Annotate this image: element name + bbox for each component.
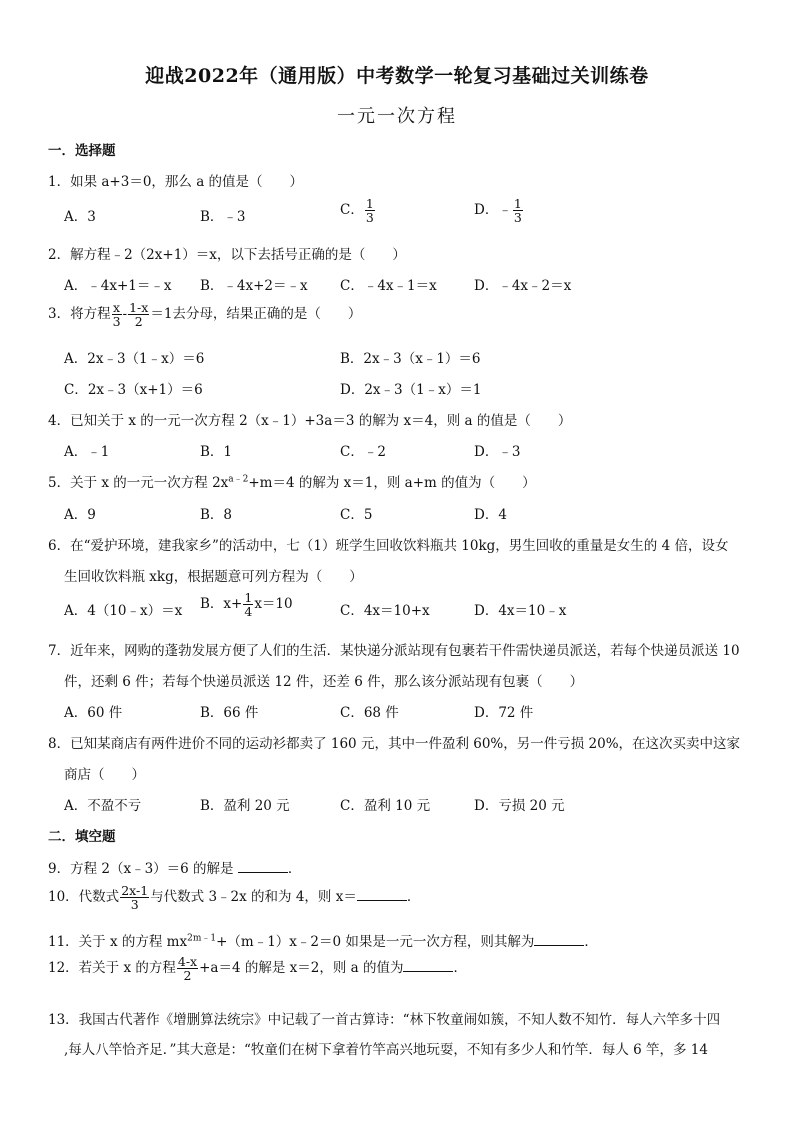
q4-option-d: D．﹣3 — [474, 444, 521, 460]
question-2-stem: 2．解方程﹣2（2x+1）＝x，以下去括号正确的是（ ） — [48, 247, 406, 263]
q5-option-d: D．4 — [474, 507, 507, 523]
question-11-stem: 11．关于 x 的方程 $mx^{2m﹣1}+(m﹣1)x﹣2=0$ 如果是一元一次方程，则其解为 ． — [48, 933, 598, 950]
q12-answer-blank[interactable] — [403, 959, 453, 972]
question-3-stem: 3．将方程 $\frac{x}{3}$ - $\frac{1-x}{2}$ ＝1去分母，结果正确的是（ ） — [48, 300, 362, 329]
q1-option-a: A．3 — [64, 209, 96, 225]
question-6-line-1: 6．在“爱护环境，建我家乡”的活动中，七（1）班学生回收饮料瓶共 10kg，男生回收的重量是女生的 4 倍，设女 — [48, 538, 729, 554]
question-4-stem: 4．已知关于 x 的一元一次方程 2（x﹣1）+3a＝3 的解为 x＝4，则 a 的值是（ ） — [48, 413, 572, 429]
q5-option-b: B．8 — [200, 507, 233, 523]
q7-option-d: D．72 件 — [474, 705, 534, 721]
q3-option-c: C．2x﹣3（x+1）＝6 — [64, 382, 203, 398]
q8-option-b: B．盈利 20 元 — [200, 798, 290, 814]
question-6-line-2: 生回收饮料瓶 xkg，根据题意可列方程为（ ） — [64, 569, 363, 585]
question-13-line-2: ,每人八竿恰齐足．”其大意是：“牧童们在树下拿着竹竿高兴地玩耍，不知有多少人和竹竿．每人 6 竿，多 14 — [64, 1042, 708, 1058]
q8-option-a: A．不盈不亏 — [64, 798, 142, 814]
q1-option-b: B．﹣3 — [200, 209, 246, 225]
q4-option-c: C．﹣2 — [340, 444, 386, 460]
q1-option-c-fraction: $\frac{1}{3}$ — [365, 196, 374, 225]
q2-option-a: A．﹣4x+1＝﹣x — [64, 278, 172, 294]
q8-option-d: D．亏损 20 元 — [474, 798, 565, 814]
q10-fraction: $\frac{2x-1}{3}$ — [121, 883, 149, 912]
question-12-stem: 12．若关于 x 的方程 $\frac{4-x}{2}$ +a＝4 的解是 x＝2，则 a 的值为 ． — [48, 954, 467, 983]
q3-fraction-1: $\frac{x}{3}$ — [112, 300, 121, 329]
q6-option-a: A．4（10﹣x）＝x — [64, 603, 183, 619]
q9-answer-blank[interactable] — [238, 860, 288, 873]
page-title: 迎战2022年（通用版）中考数学一轮复习基础过关训练卷 — [145, 65, 649, 87]
q1-option-d: D．﹣ $\frac{1}{3}$ — [474, 196, 522, 225]
question-9-stem: 9．方程 2（x﹣3）＝6 的解是 ． — [48, 861, 302, 877]
q6-option-d: D．4x＝10﹣x — [474, 603, 567, 619]
q2-option-d: D．﹣4x﹣2＝x — [474, 278, 572, 294]
section-choice-heading: 一．选择题 — [48, 143, 116, 159]
question-1-stem: 1．如果 a+3＝0，那么 a 的值是（ ） — [48, 174, 304, 190]
question-8-line-1: 8．已知某商店有两件进价不同的运动衫都卖了 160 元，其中一件盈利 60%，另一件亏损 20%，在这次买卖中这家 — [48, 736, 741, 752]
q12-fraction: $\frac{4-x}{2}$ — [177, 954, 198, 983]
section-fill-heading: 二．填空题 — [48, 829, 116, 845]
q1-option-d-fraction: $\frac{1}{3}$ — [513, 196, 522, 225]
q10-answer-blank[interactable] — [357, 888, 407, 901]
q4-option-a: A．﹣1 — [64, 444, 110, 460]
q3-option-b: B．2x﹣3（x﹣1）＝6 — [340, 351, 481, 367]
question-13-line-1: 13．我国古代著作《增删算法统宗》中记载了一首古算诗：“林下牧童闹如簇，不知人数不知竹．每人六竿多十四 — [48, 1012, 721, 1028]
question-7-line-1: 7．近年来，网购的蓬勃发展方便了人们的生活．某快递分派站现有包裹若干件需快递员派送，若每个快递员派送 10 — [48, 643, 740, 659]
q7-option-c: C．68 件 — [340, 705, 399, 721]
page-subtitle: 一元一次方程 — [337, 106, 457, 127]
q7-option-b: B．66 件 — [200, 705, 259, 721]
q11-answer-blank[interactable] — [534, 933, 584, 946]
q5-option-a: A．9 — [64, 507, 96, 523]
q6-option-c: C．4x＝10+x — [340, 603, 430, 619]
q2-option-b: B．﹣4x+2＝﹣x — [200, 278, 308, 294]
q1-option-c: C． $\frac{1}{3}$ — [340, 196, 374, 225]
question-7-line-2: 件，还剩 6 件；若每个快递员派送 12 件，还差 6 件，那么该分派站现有包裹（ ） — [64, 674, 584, 690]
q3-option-a: A．2x﹣3（1﹣x）＝6 — [64, 351, 205, 367]
q7-option-a: A．60 件 — [64, 705, 123, 721]
q8-option-c: C．盈利 10 元 — [340, 798, 431, 814]
q6-option-b: B．x+ $\frac{1}{4}$ x＝10 — [200, 590, 293, 619]
q3-fraction-2: $\frac{1-x}{2}$ — [129, 300, 149, 329]
question-10-stem: 10．代数式 $\frac{2x-1}{3}$ 与代数式 3﹣2x 的和为 4，则 x＝ ． — [48, 883, 421, 912]
q5-option-c: C．5 — [340, 507, 373, 523]
question-8-line-2: 商店（ ） — [64, 767, 145, 783]
q6-option-b-fraction: $\frac{1}{4}$ — [244, 590, 253, 619]
question-5-stem: 5．关于 x 的一元一次方程 $2x^{a﹣2}+m=4$ 的解为 x＝1，则 a+m 的值为（ ） — [48, 474, 536, 491]
q3-option-d: D．2x﹣3（1﹣x）＝1 — [340, 382, 482, 398]
q4-option-b: B．1 — [200, 444, 233, 460]
q2-option-c: C．﹣4x﹣1＝x — [340, 278, 437, 294]
